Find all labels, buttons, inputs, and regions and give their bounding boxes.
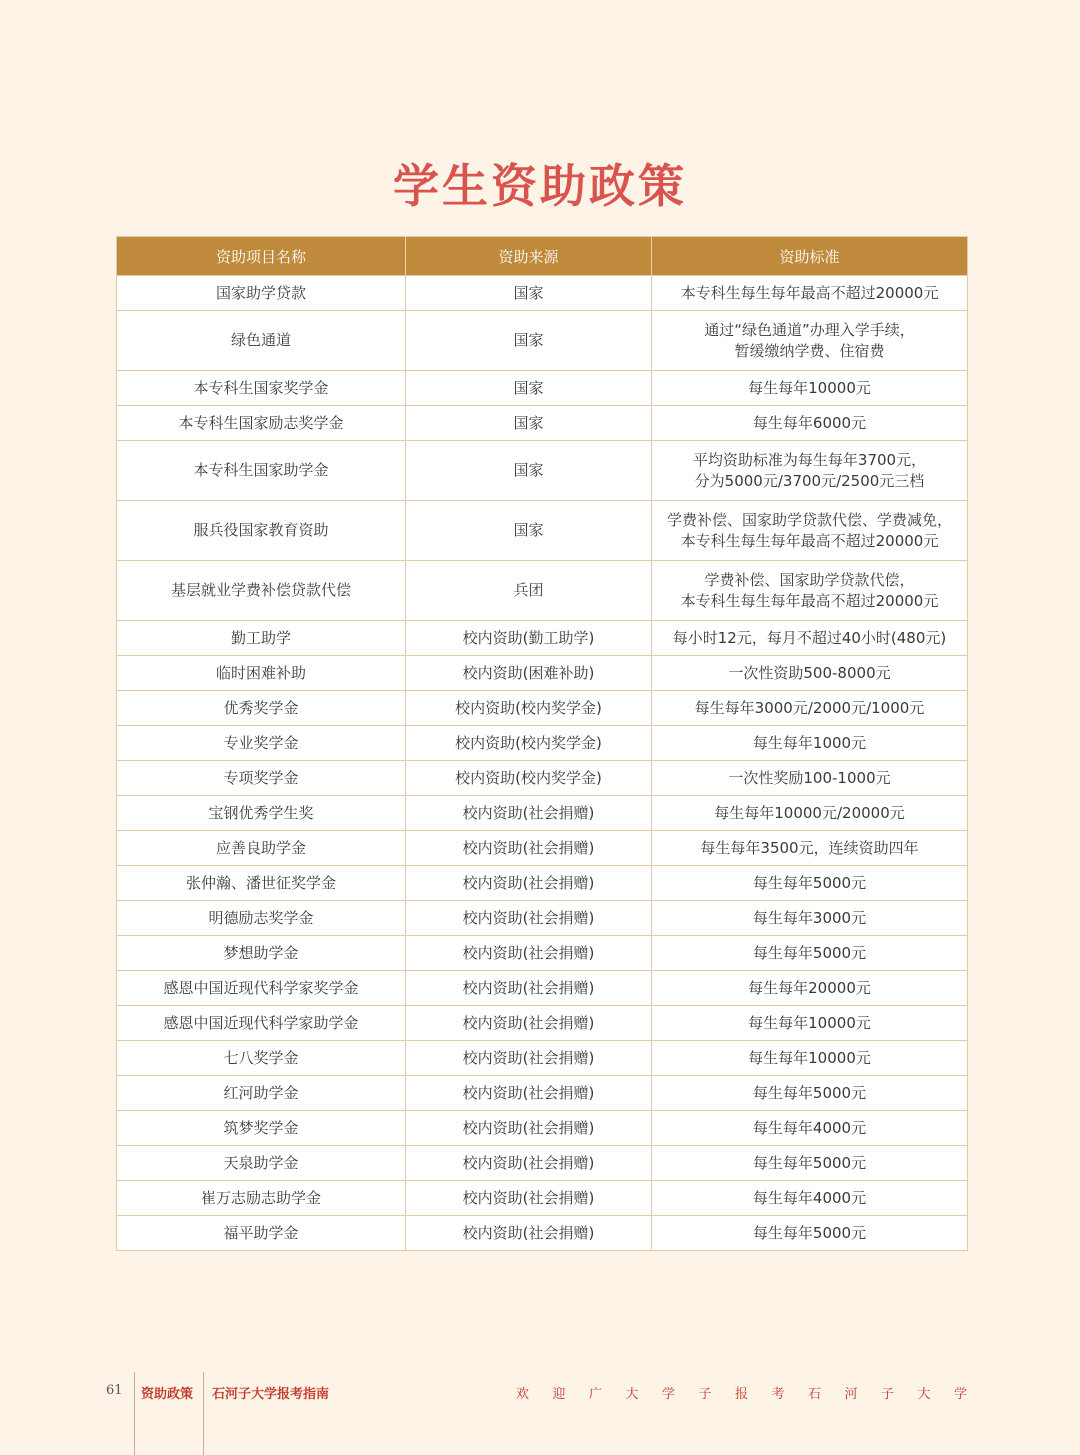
cell-standard: 每生每年5000元 bbox=[652, 1216, 968, 1251]
aid-policy-table bbox=[116, 236, 968, 1251]
cell-source: 校内资助(校内奖学金) bbox=[406, 726, 652, 761]
cell-standard: 每生每年4000元 bbox=[652, 1181, 968, 1216]
cell-standard: 学费补偿、国家助学贷款代偿、学费减免， 本专科生每生每年最高不超过20000元 bbox=[652, 501, 968, 561]
cell-source: 校内资助(社会捐赠) bbox=[406, 796, 652, 831]
table-row bbox=[117, 971, 968, 1006]
table-row bbox=[117, 726, 968, 761]
cell-standard: 每生每年3000元 bbox=[652, 901, 968, 936]
cell-project-name: 感恩中国近现代科学家助学金 bbox=[117, 1006, 406, 1041]
cell-project-name: 应善良助学金 bbox=[117, 831, 406, 866]
cell-source: 校内资助(社会捐赠) bbox=[406, 1146, 652, 1181]
cell-source: 国家 bbox=[406, 501, 652, 561]
cell-source: 校内资助(社会捐赠) bbox=[406, 1181, 652, 1216]
cell-source: 校内资助(社会捐赠) bbox=[406, 1111, 652, 1146]
cell-source: 校内资助(社会捐赠) bbox=[406, 1006, 652, 1041]
table-row bbox=[117, 276, 968, 311]
cell-project-name: 服兵役国家教育资助 bbox=[117, 501, 406, 561]
cell-project-name: 本专科生国家奖学金 bbox=[117, 371, 406, 406]
table-row bbox=[117, 501, 968, 561]
table-body bbox=[117, 276, 968, 1251]
cell-standard: 每生每年10000元 bbox=[652, 371, 968, 406]
table-row bbox=[117, 1111, 968, 1146]
cell-project-name: 专项奖学金 bbox=[117, 761, 406, 796]
table-row bbox=[117, 1076, 968, 1111]
cell-standard: 每生每年5000元 bbox=[652, 866, 968, 901]
cell-project-name: 专业奖学金 bbox=[117, 726, 406, 761]
table-header-row bbox=[117, 237, 968, 276]
cell-standard: 每生每年10000元 bbox=[652, 1041, 968, 1076]
cell-standard: 学费补偿、国家助学贷款代偿， 本专科生每生每年最高不超过20000元 bbox=[652, 561, 968, 621]
table-row bbox=[117, 1216, 968, 1251]
table-row bbox=[117, 621, 968, 656]
cell-source: 国家 bbox=[406, 441, 652, 501]
cell-standard: 每生每年6000元 bbox=[652, 406, 968, 441]
cell-source: 校内资助(校内奖学金) bbox=[406, 761, 652, 796]
table-row bbox=[117, 691, 968, 726]
cell-source: 校内资助(社会捐赠) bbox=[406, 1216, 652, 1251]
cell-source: 校内资助(社会捐赠) bbox=[406, 901, 652, 936]
cell-project-name: 感恩中国近现代科学家奖学金 bbox=[117, 971, 406, 1006]
footer-guide-title: 石河子大学报考指南 bbox=[212, 1387, 330, 1402]
cell-project-name: 七八奖学金 bbox=[117, 1041, 406, 1076]
cell-project-name: 崔万志励志助学金 bbox=[117, 1181, 406, 1216]
cell-project-name: 红河助学金 bbox=[117, 1076, 406, 1111]
table-row bbox=[117, 561, 968, 621]
cell-project-name: 天泉助学金 bbox=[117, 1146, 406, 1181]
cell-standard: 每生每年20000元 bbox=[652, 971, 968, 1006]
cell-standard: 每生每年10000元 bbox=[652, 1006, 968, 1041]
cell-standard: 每生每年5000元 bbox=[652, 1146, 968, 1181]
table-row bbox=[117, 831, 968, 866]
cell-standard: 本专科生每生每年最高不超过20000元 bbox=[652, 276, 968, 311]
cell-source: 校内资助(社会捐赠) bbox=[406, 1076, 652, 1111]
page-title: 学生资助政策 bbox=[393, 159, 687, 213]
cell-standard: 一次性资助500-8000元 bbox=[652, 656, 968, 691]
cell-source: 校内资助(勤工助学) bbox=[406, 621, 652, 656]
cell-project-name: 国家助学贷款 bbox=[117, 276, 406, 311]
cell-project-name: 张仲瀚、潘世征奖学金 bbox=[117, 866, 406, 901]
cell-project-name: 宝钢优秀学生奖 bbox=[117, 796, 406, 831]
cell-project-name: 临时困难补助 bbox=[117, 656, 406, 691]
cell-project-name: 勤工助学 bbox=[117, 621, 406, 656]
cell-project-name: 筑梦奖学金 bbox=[117, 1111, 406, 1146]
cell-source: 兵团 bbox=[406, 561, 652, 621]
header-project-name: 资助项目名称 bbox=[117, 237, 406, 276]
table-row bbox=[117, 1181, 968, 1216]
table-row bbox=[117, 761, 968, 796]
header-standard: 资助标准 bbox=[652, 237, 968, 276]
footer-divider bbox=[203, 1372, 204, 1455]
cell-standard: 每生每年10000元/20000元 bbox=[652, 796, 968, 831]
cell-source: 国家 bbox=[406, 311, 652, 371]
cell-project-name: 福平助学金 bbox=[117, 1216, 406, 1251]
footer-divider bbox=[134, 1372, 135, 1455]
cell-standard: 每生每年3000元/2000元/1000元 bbox=[652, 691, 968, 726]
cell-source: 国家 bbox=[406, 406, 652, 441]
table-row bbox=[117, 866, 968, 901]
cell-project-name: 梦想助学金 bbox=[117, 936, 406, 971]
cell-source: 校内资助(困难补助) bbox=[406, 656, 652, 691]
table-row bbox=[117, 441, 968, 501]
cell-source: 校内资助(社会捐赠) bbox=[406, 971, 652, 1006]
cell-project-name: 本专科生国家励志奖学金 bbox=[117, 406, 406, 441]
cell-project-name: 基层就业学费补偿贷款代偿 bbox=[117, 561, 406, 621]
footer-slogan: 欢迎广大学子报考石河子大学 bbox=[516, 1387, 991, 1402]
table-row bbox=[117, 1146, 968, 1181]
table-row bbox=[117, 936, 968, 971]
cell-standard: 通过“绿色通道”办理入学手续， 暂缓缴纳学费、住宿费 bbox=[652, 311, 968, 371]
table-row bbox=[117, 656, 968, 691]
table-row bbox=[117, 796, 968, 831]
footer-section-label: 资助政策 bbox=[141, 1387, 194, 1402]
cell-project-name: 绿色通道 bbox=[117, 311, 406, 371]
cell-project-name: 本专科生国家助学金 bbox=[117, 441, 406, 501]
table-row bbox=[117, 311, 968, 371]
cell-project-name: 优秀奖学金 bbox=[117, 691, 406, 726]
cell-standard: 一次性奖励100-1000元 bbox=[652, 761, 968, 796]
cell-source: 校内资助(社会捐赠) bbox=[406, 936, 652, 971]
cell-standard: 每生每年1000元 bbox=[652, 726, 968, 761]
table-row bbox=[117, 1006, 968, 1041]
cell-standard: 平均资助标准为每生每年3700元， 分为5000元/3700元/2500元三档 bbox=[652, 441, 968, 501]
cell-standard: 每生每年5000元 bbox=[652, 936, 968, 971]
table-row bbox=[117, 901, 968, 936]
cell-standard: 每生每年3500元，连续资助四年 bbox=[652, 831, 968, 866]
cell-source: 国家 bbox=[406, 371, 652, 406]
table-row bbox=[117, 1041, 968, 1076]
cell-source: 校内资助(校内奖学金) bbox=[406, 691, 652, 726]
cell-standard: 每生每年4000元 bbox=[652, 1111, 968, 1146]
cell-standard: 每生每年5000元 bbox=[652, 1076, 968, 1111]
header-source: 资助来源 bbox=[406, 237, 652, 276]
cell-source: 国家 bbox=[406, 276, 652, 311]
cell-standard: 每小时12元，每月不超过40小时(480元) bbox=[652, 621, 968, 656]
table-row bbox=[117, 406, 968, 441]
cell-source: 校内资助(社会捐赠) bbox=[406, 866, 652, 901]
cell-source: 校内资助(社会捐赠) bbox=[406, 1041, 652, 1076]
cell-source: 校内资助(社会捐赠) bbox=[406, 831, 652, 866]
table-row bbox=[117, 371, 968, 406]
page-number: 61 bbox=[106, 1383, 123, 1398]
cell-project-name: 明德励志奖学金 bbox=[117, 901, 406, 936]
